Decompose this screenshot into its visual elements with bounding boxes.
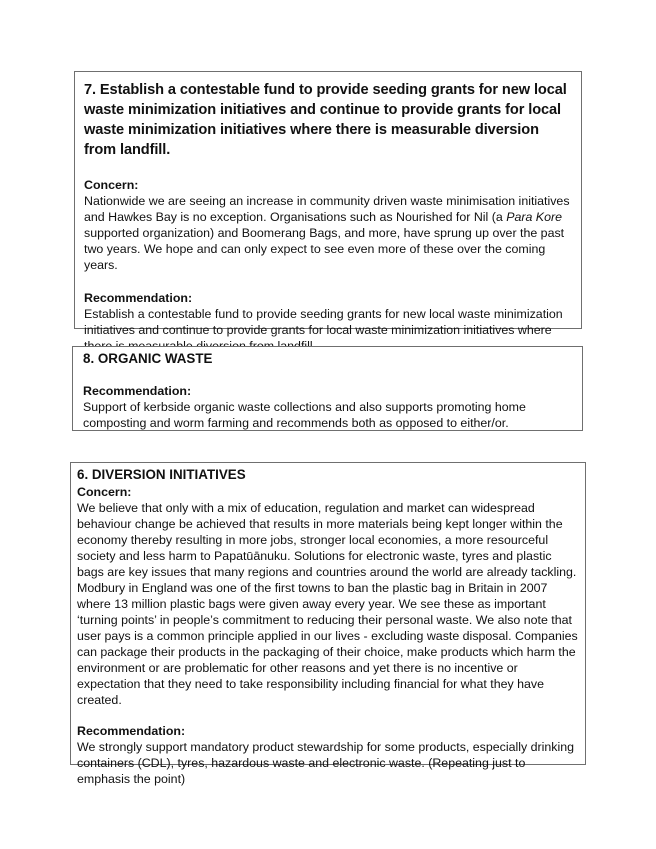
section-7-concern-text-b: supported organization) and Boomerang Bags, and more, have sprung up over the past two years. We hope and can only expect to see even more of these over the coming years. [84, 226, 565, 272]
section-6-title: 6. DIVERSION INITIATIVES [77, 467, 246, 482]
section-6-box [70, 462, 586, 786]
para-kore-italic: Para Kore [506, 210, 562, 224]
section-6-concern-label: Concern: [77, 485, 132, 499]
section-7-concern-text [84, 193, 572, 273]
section-7-title: 7. Establish a contestable fund to provide seeding grants for new local waste minimization initiatives and continue to provide grants for local waste minimization initiatives where there is measurable diversion from landfill. [84, 82, 567, 158]
section-8-recommendation-text: Support of kerbside organic waste collections and also supports promoting home composting and worm farming and recommends both as opposed to either/or. [83, 400, 526, 430]
section-6-concern-text: We believe that only with a mix of education, regulation and market can widespread behaviour change be achieved that results in more materials being kept longer within the economy thereby resulting in more jobs, stronger local economies, a more resourceful society and less harm to Papatūānuku. Solutions for electronic waste, tyres and plastic bags are key issues that many regions and countries around the world are already tackling. Modbury in England was one of the first towns to ban the plastic bag in Britain in 2007 where 13 million plastic bags were given away every year. We see these as important ‘turning points’ in people’s commitment to reducing their personal waste. We also note that user pays is a common principle applied in our lives - excluding waste disposal. Companies can package their products in the packaging of their choice, make products which harm the environment or are problematic for other reasons and yet there is no incentive or expectation that they need to take responsibility including financial for what they have created. [77, 501, 578, 707]
section-7-concern-label: Concern: [84, 178, 139, 192]
section-8-recommendation-label: Recommendation: [83, 384, 192, 398]
section-7-recommendation-text: Establish a contestable fund to provide seeding grants for new local waste minimization initiatives and continue to provide grants for local waste minimization initiatives where [84, 307, 563, 337]
section-8-box [72, 346, 583, 431]
section-8-title: 8. ORGANIC WASTE [83, 351, 213, 366]
section-7-concern-text-a: Nationwide we are seeing an increase in community driven waste minimisation initiatives and Hawkes Bay is no exception. Organisations such as Nourished for Nil (a [84, 194, 570, 224]
section-6-recommendation-label: Recommendation: [77, 724, 186, 738]
section-6-recommendation-text: We strongly support mandatory product stewardship for some products, especially drinking containers (CDL), tyres, hazardous waste and electronic waste. (Repeating just to emphasis the point) [77, 740, 575, 786]
section-7-box [74, 71, 582, 337]
section-7-recommendation-label: Recommendation: [84, 291, 193, 305]
